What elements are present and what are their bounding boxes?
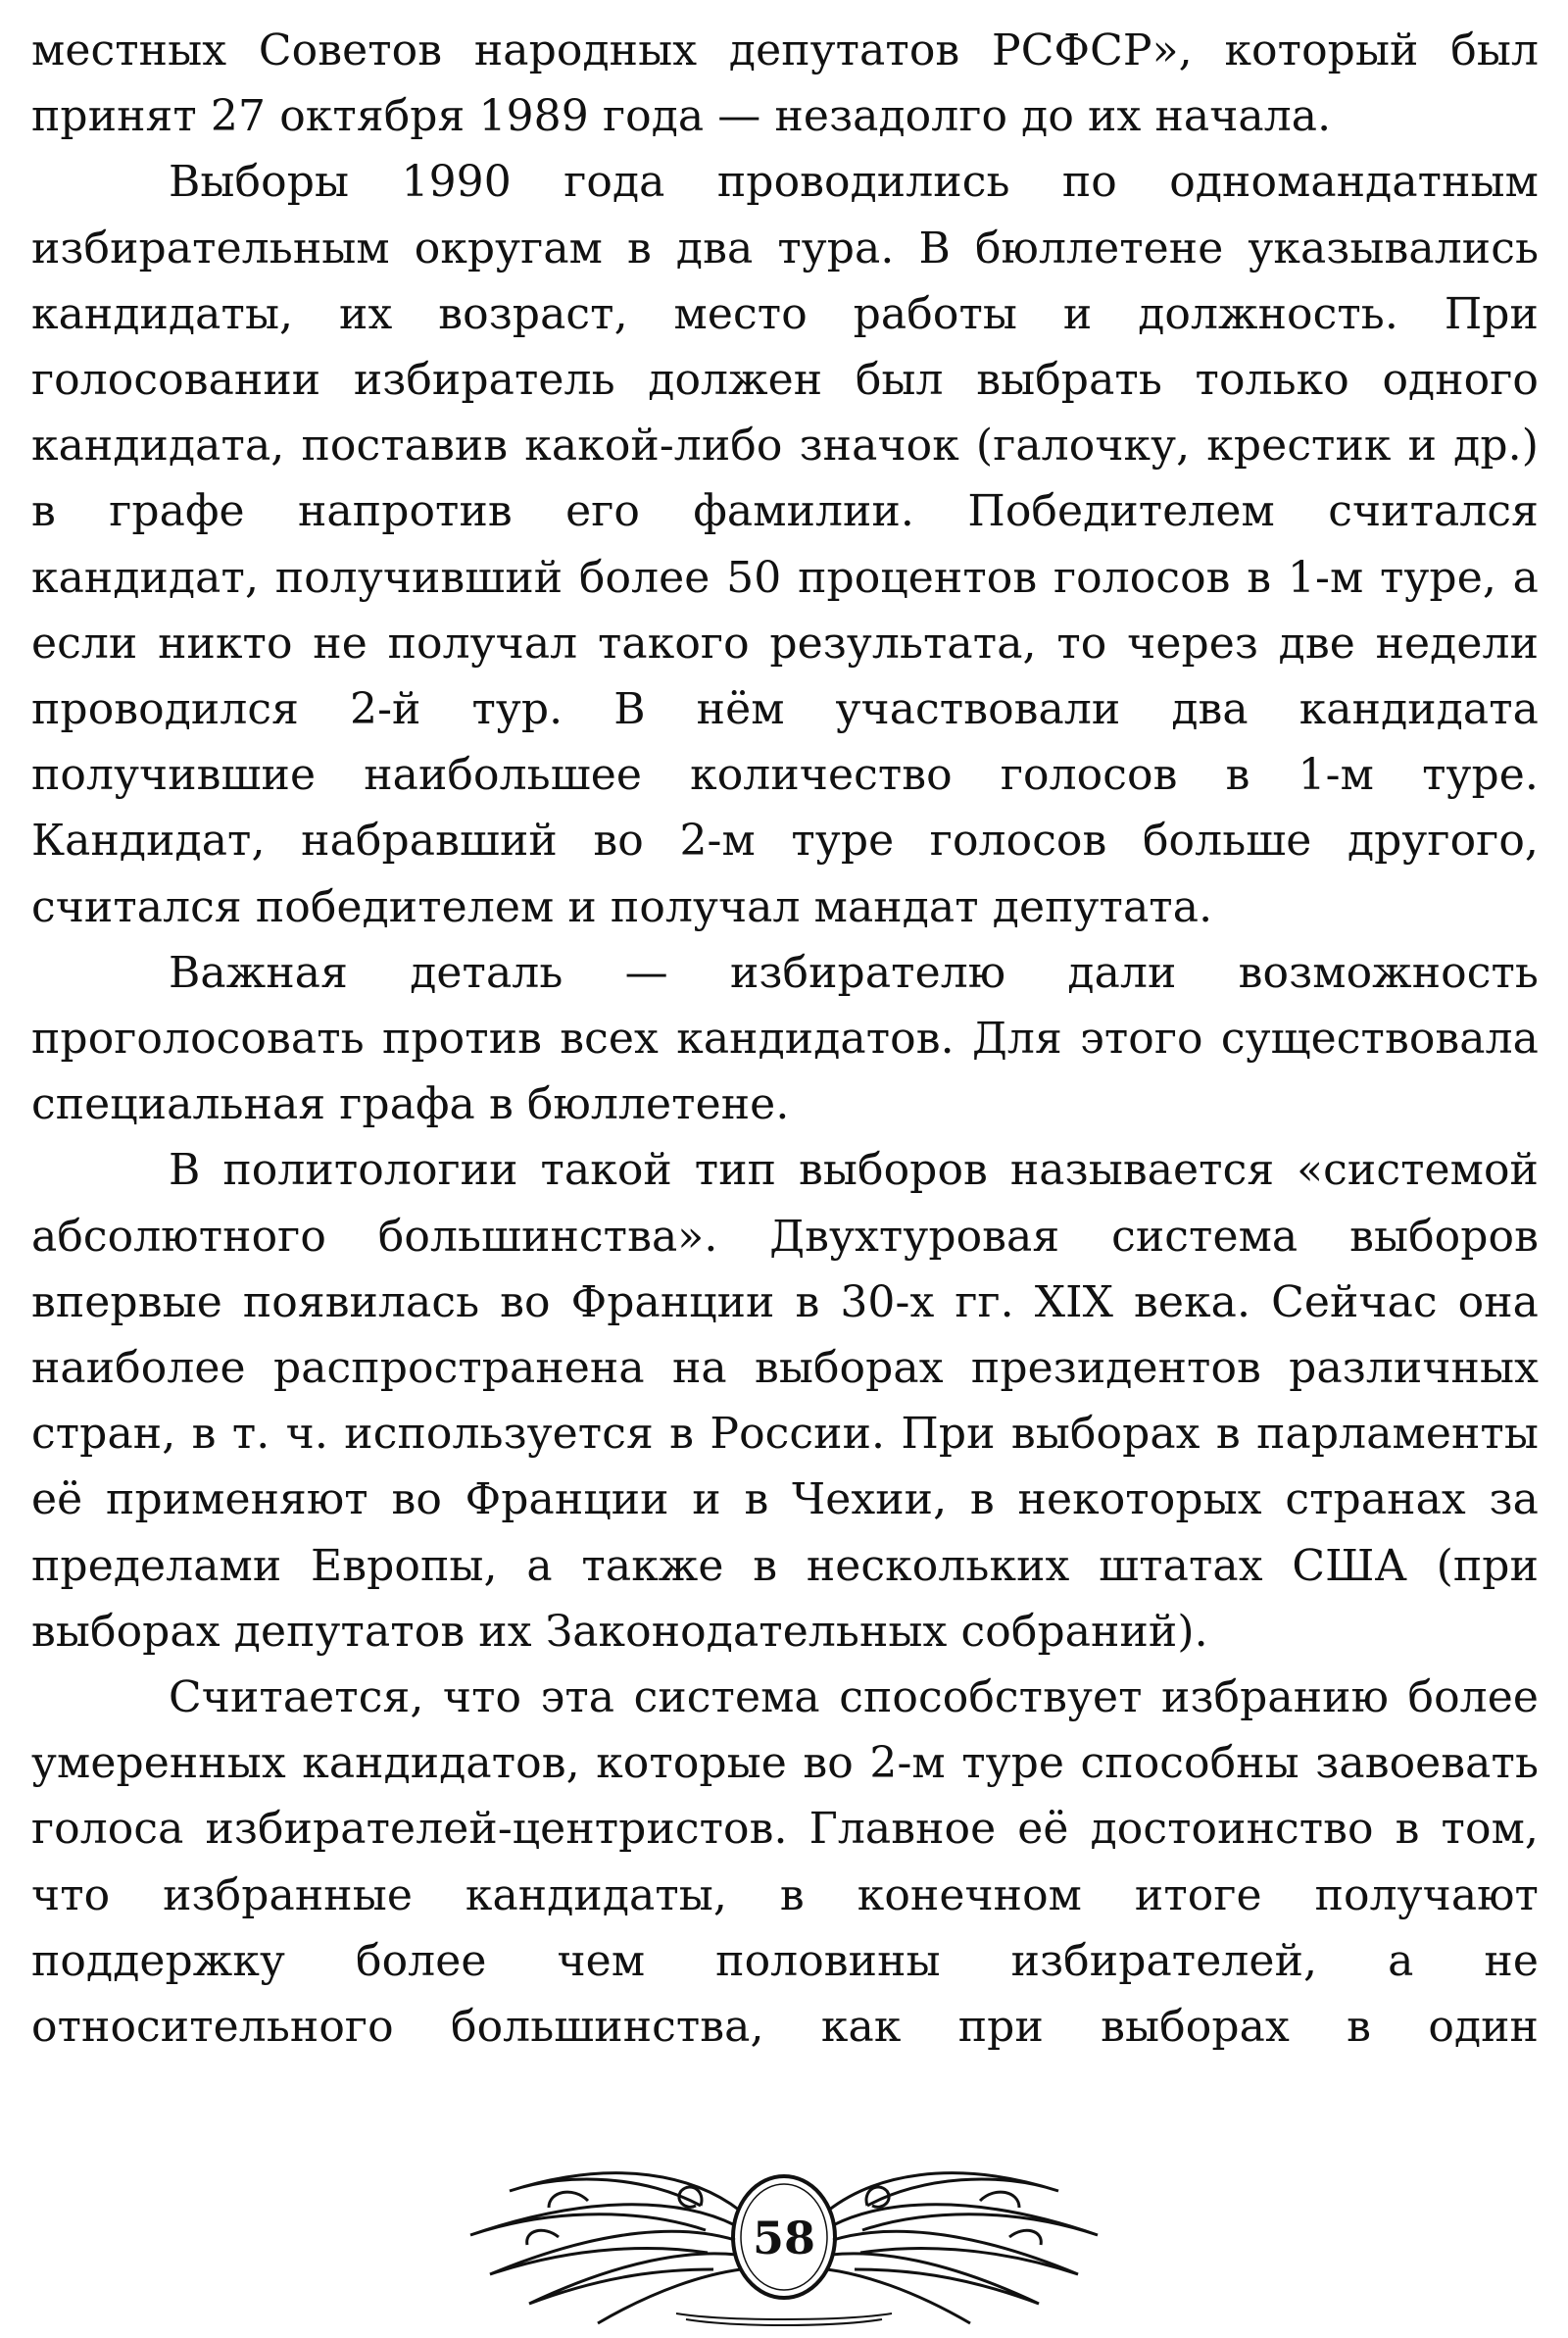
page-number: 58 <box>752 2212 815 2264</box>
paragraph-advantages: Считается, что эта система способствует избранию более умеренных кандидатов, которые во 2-м туре способны завоевать голоса избирателей-центристов. Главное её достоинство в том, что избранные кандидаты, в конечном итоге получают поддержку более чем половины избирателей, а не относительного большинства, как при выборах в один <box>31 1672 1539 2053</box>
left-wing-ornament-icon <box>470 2173 741 2323</box>
paragraph-against-all: Важная деталь — избирателю дали возможность проголосовать против всех кандидатов. Для этого существовала специальная графа в бюллетене. <box>31 947 1539 1130</box>
paragraph-election-rules: Выборы 1990 года проводились по одномандатным избирательным округам в два тура. В бюллетене указывались кандидаты, их возраст, место работы и должность. При голосовании избиратель должен был выбрать только одного кандидата, поставив какой-либо значок (галочку, крестик и др.) в графе напротив его фамилии. Победителем считался кандидат, получивший более 50 процентов голосов в 1-м туре, а если никто не получал такого результата, то через две недели проводился 2-й тур. В нём участвовали два кандидата получившие наибольшее количество голосов в 1-м туре. Кандидат, набравший во 2-м туре голосов больше другого, считался победителем и получал мандат депутата. <box>31 157 1539 932</box>
paragraph-continued: местных Советов народных депутатов РСФСР», который был принят 27 октября 1989 года — незадолго до их начала. <box>31 25 1539 142</box>
paragraph-absolute-majority: В политологии такой тип выборов называется «системой абсолютного большинства». Двухтуровая система выборов впервые появилась во Франции в 30-х гг. XIX века. Сейчас она наиболее распространена на выборах президентов различных стран, в т. ч. используется в России. При выборах в парламенты её применяют во Франции и в Чехии, в некоторых странах за пределами Европы, а также в нескольких штатах США (при выборах депутатов их Законодательных собраний). <box>31 1145 1539 1657</box>
bottom-scroll-ornament-icon <box>676 2313 892 2325</box>
body-text <box>31 18 1539 2060</box>
right-wing-ornament-icon <box>827 2173 1098 2323</box>
